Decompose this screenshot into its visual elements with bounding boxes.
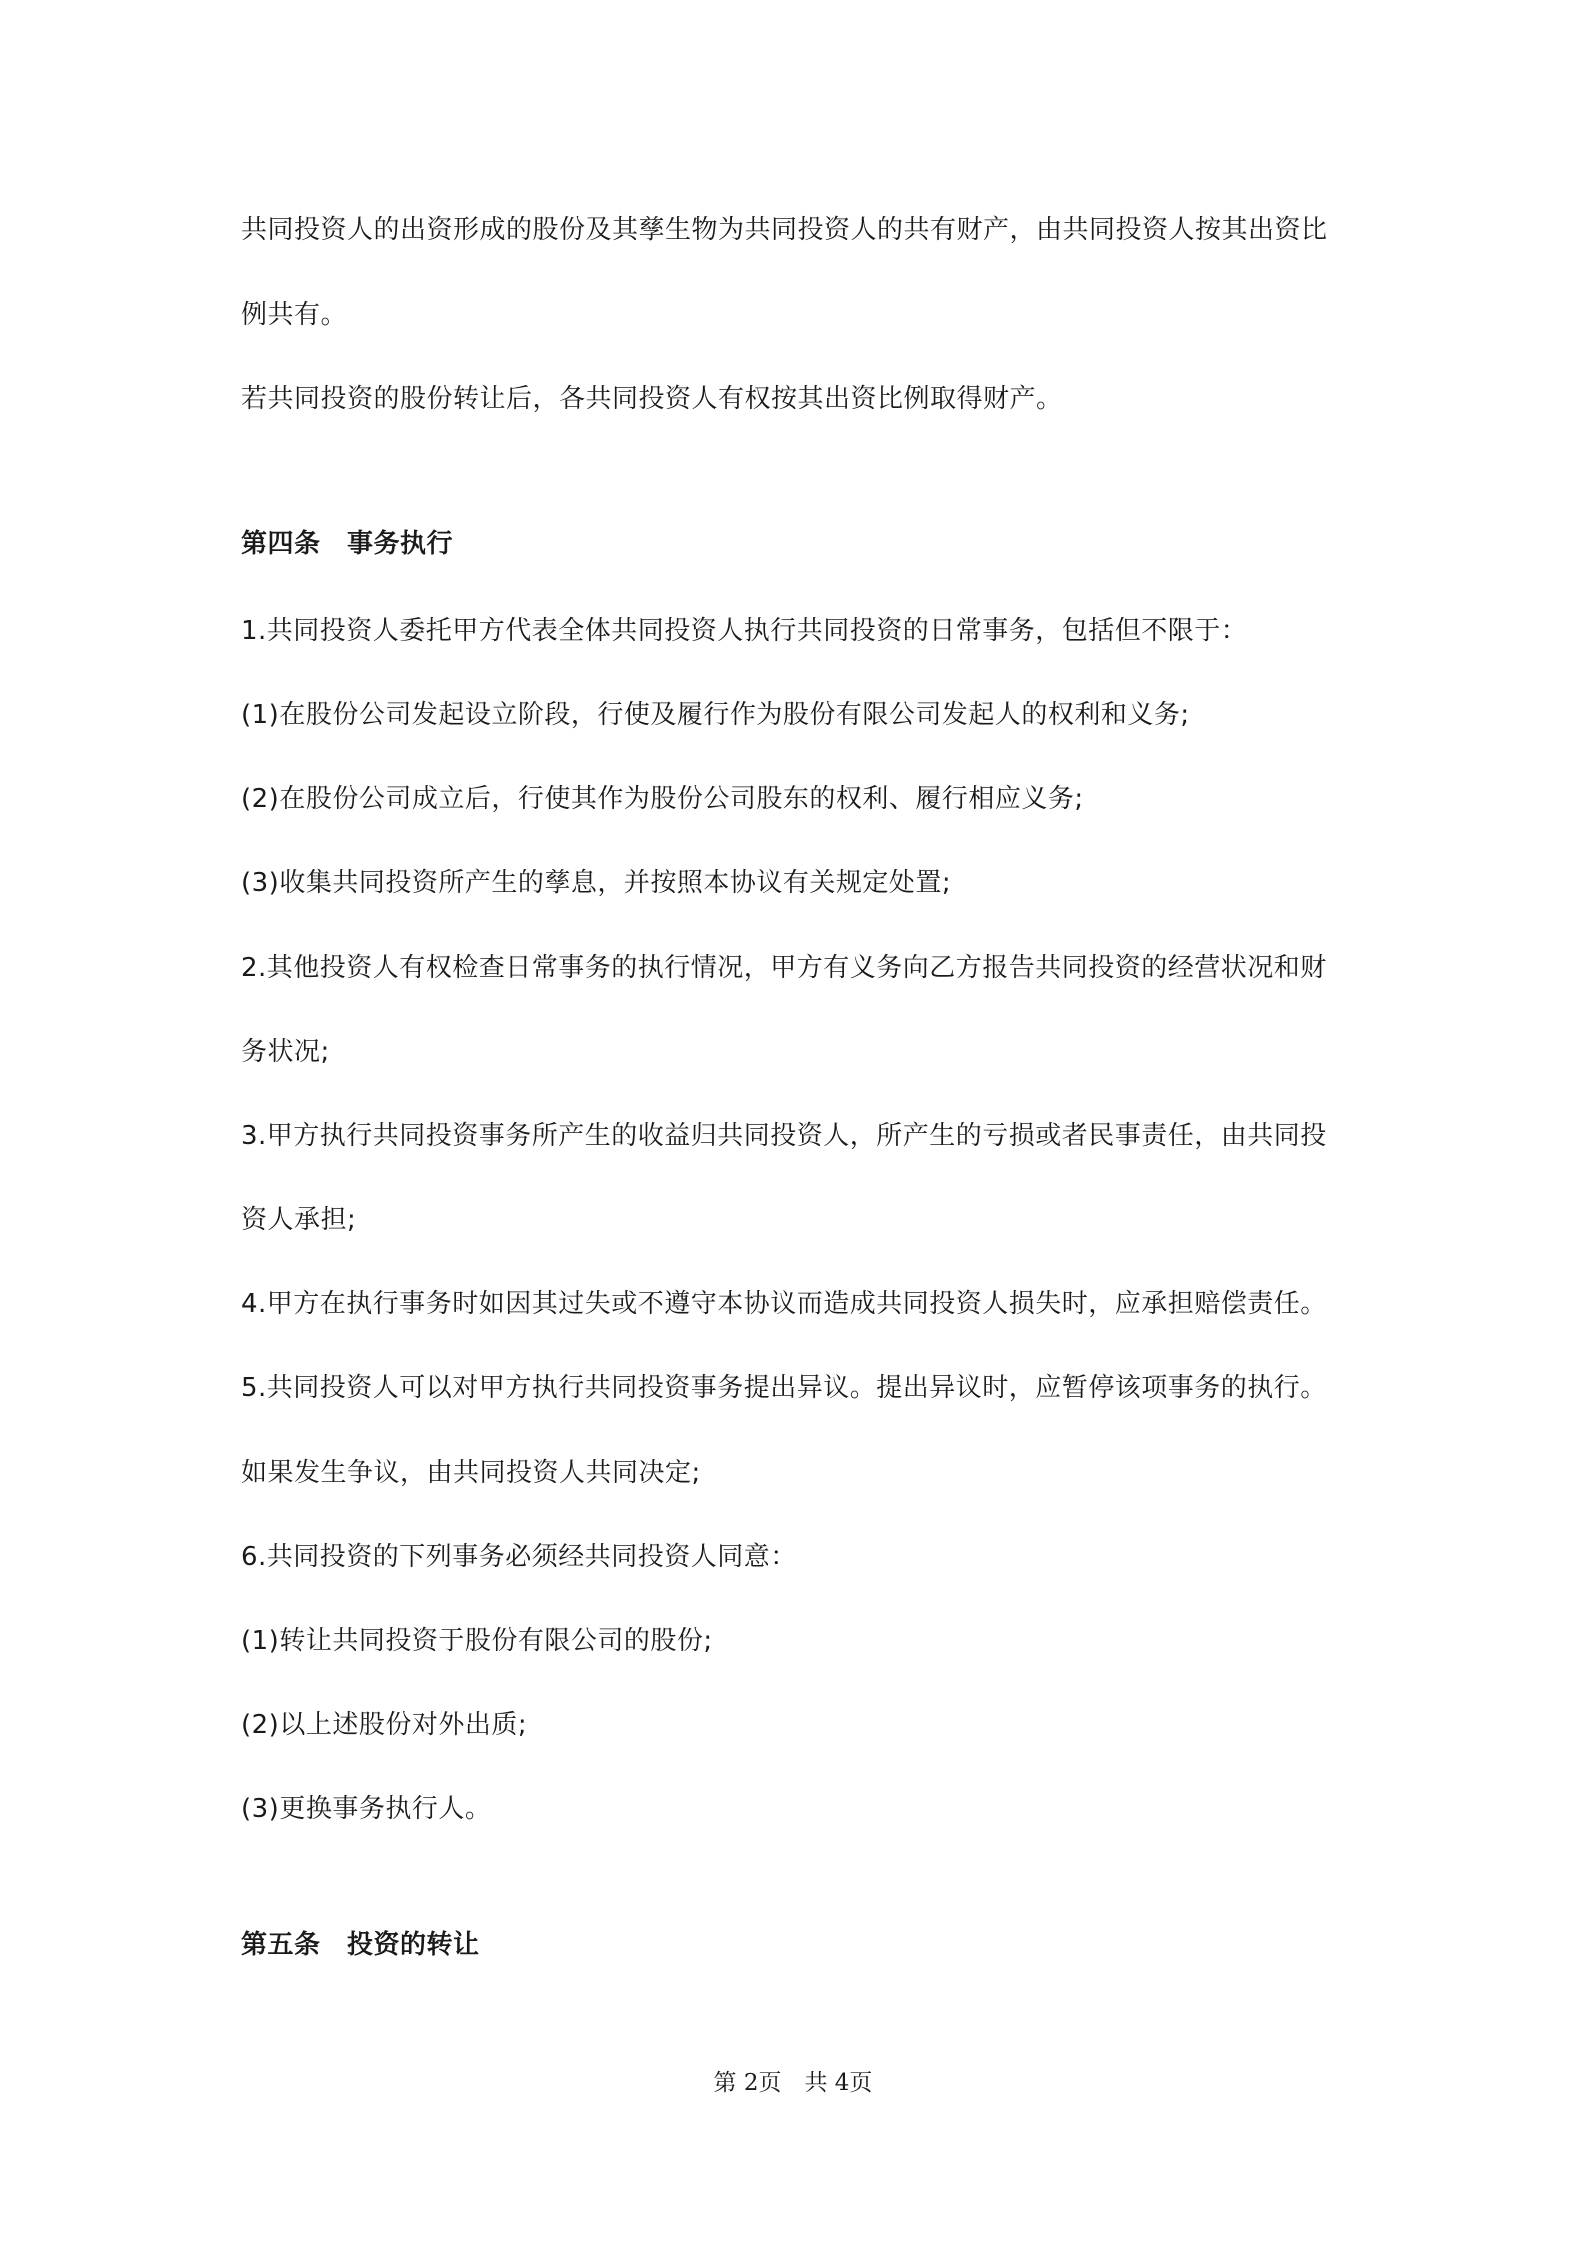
paragraph-line: 1.共同投资人委托甲方代表全体共同投资人执行共同投资的日常事务，包括但不限于：: [241, 616, 1248, 646]
paragraph-line: 5.共同投资人可以对甲方执行共同投资事务提出异议。提出异议时，应暂停该项事务的执行。: [241, 1373, 1327, 1403]
paragraph-line: (3)收集共同投资所产生的孳息，并按照本协议有关规定处置;: [241, 868, 952, 898]
paragraph-line: (2)以上述股份对外出质;: [241, 1710, 528, 1740]
paragraph-line: 如果发生争议，由共同投资人共同决定;: [241, 1458, 701, 1488]
paragraph-line: 共同投资人的出资形成的股份及其孳生物为共同投资人的共有财产，由共同投资人按其出资比: [241, 215, 1328, 245]
paragraph-line: 例共有。: [241, 300, 348, 330]
paragraph-line: 若共同投资的股份转让后，各共同投资人有权按其出资比例取得财产。: [241, 384, 1063, 414]
paragraph-line: 6.共同投资的下列事务必须经共同投资人同意：: [241, 1542, 797, 1572]
section-heading: 第四条 事务执行: [241, 529, 454, 559]
paragraph-line: 2.其他投资人有权检查日常事务的执行情况，甲方有义务向乙方报告共同投资的经营状况和财: [241, 953, 1327, 983]
paragraph-line: (1)转让共同投资于股份有限公司的股份;: [241, 1626, 713, 1656]
paragraph-line: (1)在股份公司发起设立阶段，行使及履行作为股份有限公司发起人的权利和义务;: [241, 700, 1190, 730]
paragraph-line: 3.甲方执行共同投资事务所产生的收益归共同投资人，所产生的亏损或者民事责任，由共同投: [241, 1121, 1327, 1151]
paragraph-line: (3)更换事务执行人。: [241, 1794, 492, 1824]
paragraph-line: 务状况;: [241, 1037, 330, 1067]
paragraph-line: 资人承担;: [241, 1205, 357, 1235]
page-number-footer: 第 2页 共 4页: [713, 2070, 873, 2096]
paragraph-line: (2)在股份公司成立后，行使其作为股份公司股东的权利、履行相应义务;: [241, 784, 1084, 814]
paragraph-line: 4.甲方在执行事务时如因其过失或不遵守本协议而造成共同投资人损失时，应承担赔偿责任。: [241, 1289, 1327, 1319]
section-heading: 第五条 投资的转让: [241, 1930, 480, 1960]
